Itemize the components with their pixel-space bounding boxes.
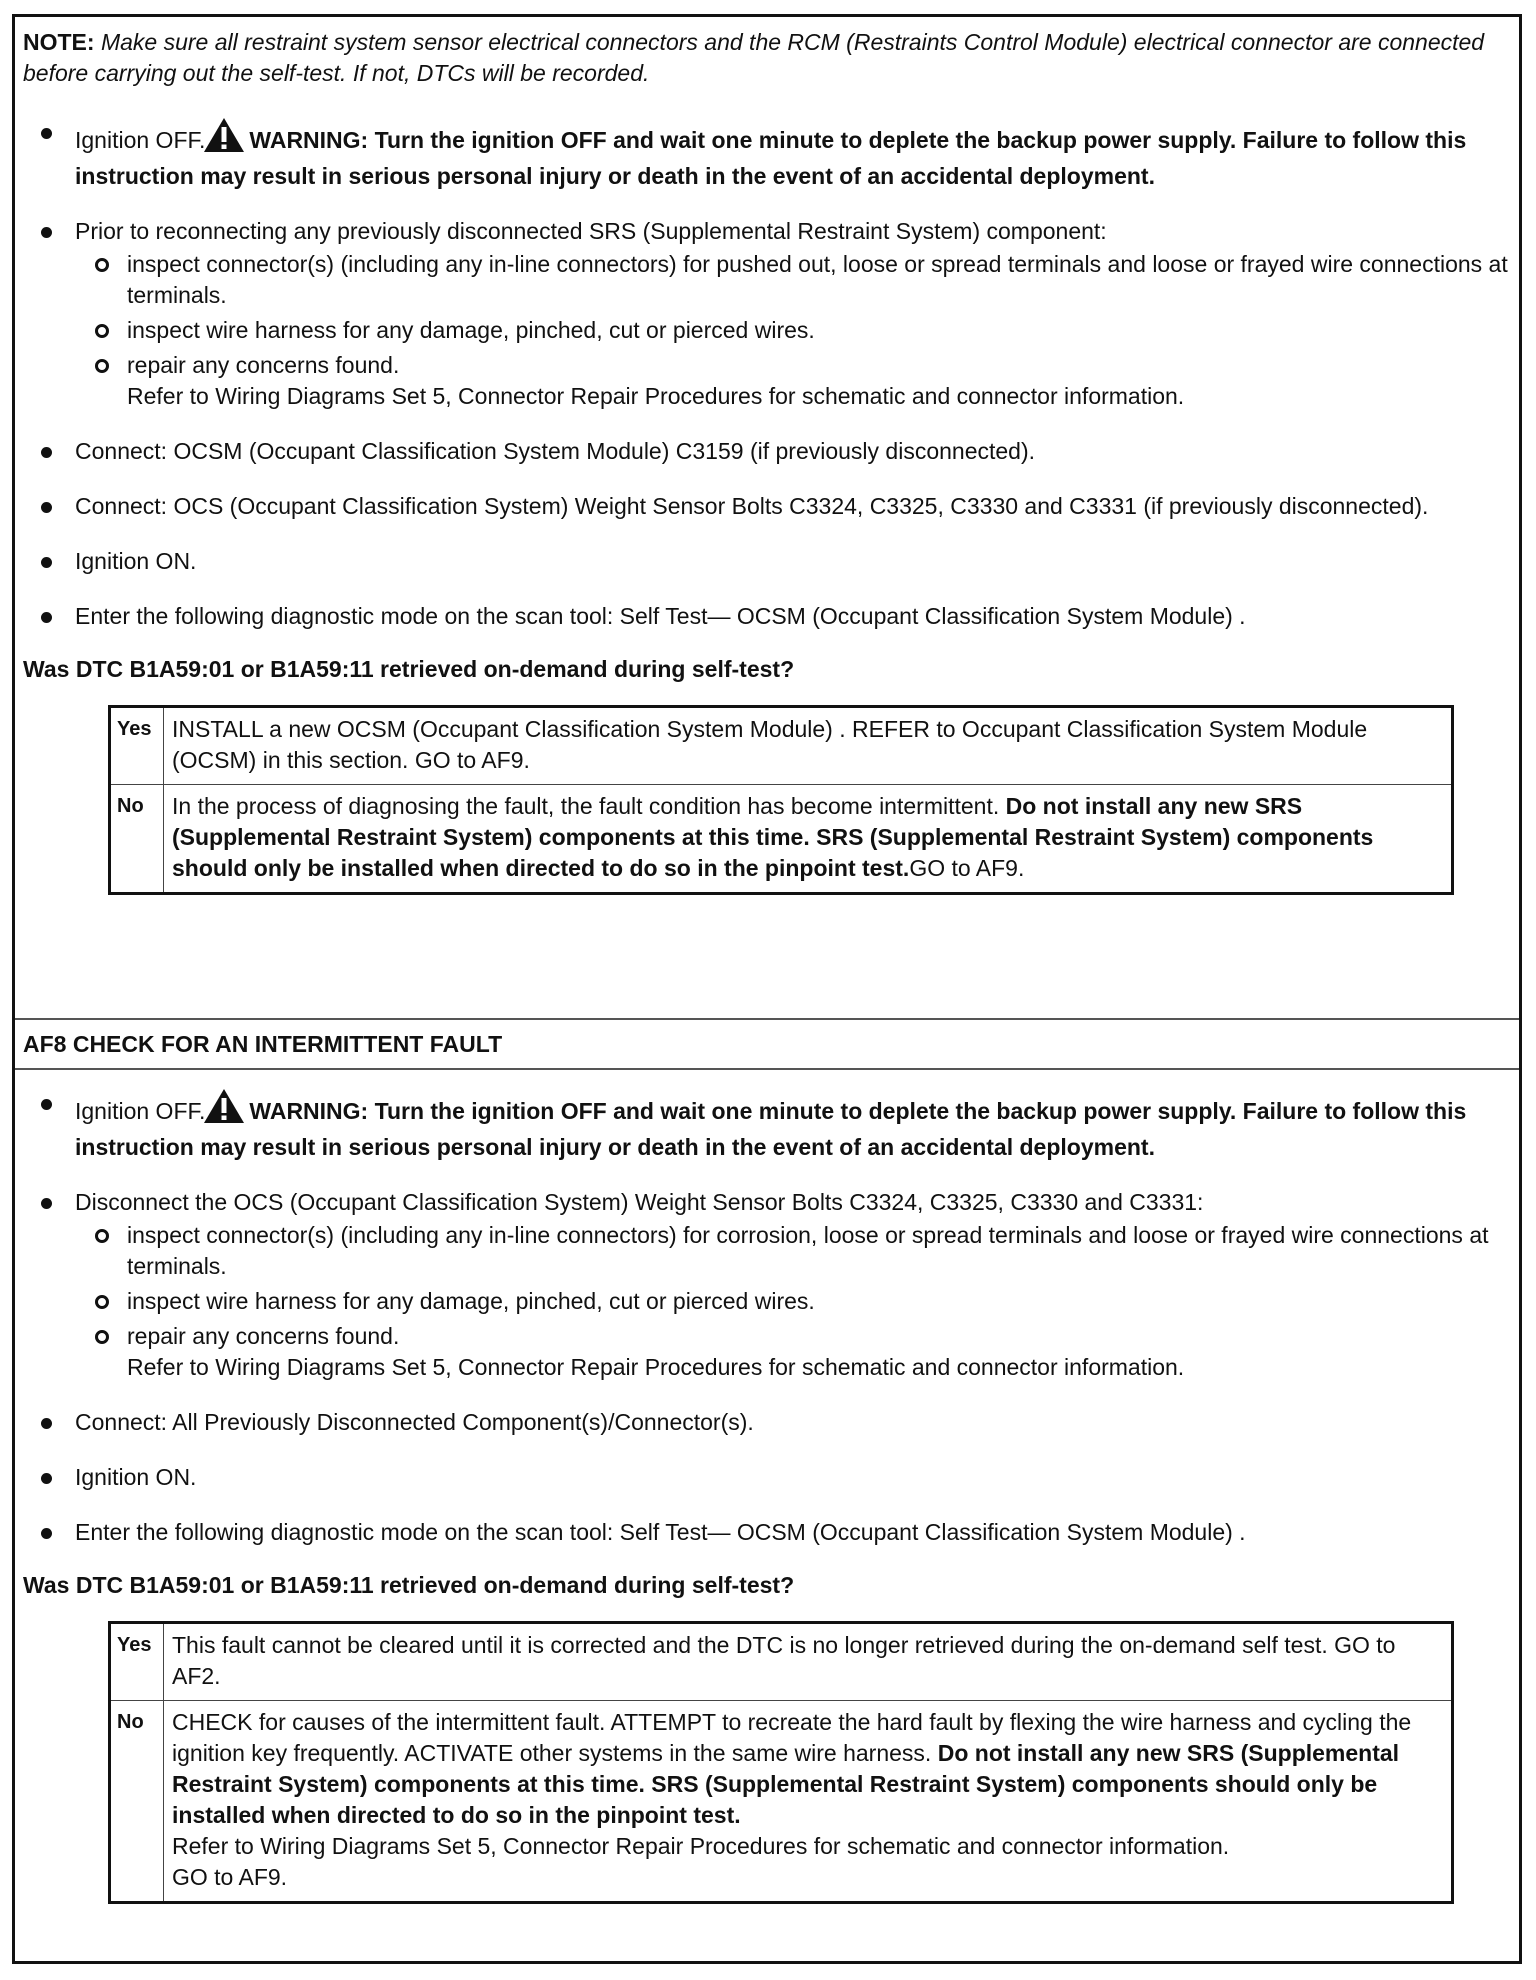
yes-text: This fault cannot be cleared until it is corrected and the DTC is no longer retrieved during the on-demand self test. GO to AF2. xyxy=(164,1623,1453,1701)
sub-item: inspect connector(s) (including any in-line connectors) for pushed out, loose or spread terminals and loose or frayed wire connections at terminals. xyxy=(75,249,1511,311)
sub-item-text: repair any concerns found. xyxy=(127,1323,400,1349)
yes-no-table xyxy=(108,705,1454,895)
section-heading: AF8 CHECK FOR AN INTERMITTENT FAULT xyxy=(23,1030,503,1057)
no-text-bold: Do not install any new SRS (Supplemental Restraint System) components at this time. SRS (Supplemental Restraint System) components should only be installed when directed to do so in the pinpoint test. xyxy=(172,1740,1400,1828)
step-ignition-on: Ignition ON. xyxy=(23,546,1511,577)
no-text-plain: CHECK for causes of the intermittent fault. ATTEMPT to recreate the hard fault by flexing the wire harness and cycling the ignition key frequently. ACTIVATE other systems in the same wire harness. xyxy=(172,1709,1412,1766)
step-ignition-on: Ignition ON. xyxy=(23,1462,1511,1493)
sub-list xyxy=(75,1220,1511,1383)
sub-item: inspect wire harness for any damage, pinched, cut or pierced wires. xyxy=(75,1286,1511,1317)
no-text-bold: Do not install any new SRS (Supplemental Restraint System) components at this time. SRS (Supplemental Restraint System) components should only be installed when directed to do so in the pinpoint test. xyxy=(172,793,1374,881)
step-connect-sensors: Connect: OCS (Occupant Classification System) Weight Sensor Bolts C3324, C3325, C3330 and C3331 (if previously disconnected). xyxy=(23,491,1511,522)
step-lead: Ignition OFF. xyxy=(75,1098,206,1124)
step-ignition-off xyxy=(23,1088,1511,1163)
step-inspect xyxy=(23,216,1511,412)
no-text-plain: In the process of diagnosing the fault, the fault condition has become intermittent. xyxy=(172,793,1000,819)
step-lead: Ignition OFF. xyxy=(75,127,206,153)
question: Was DTC B1A59:01 or B1A59:11 retrieved on-demand during self-test? xyxy=(23,656,795,682)
no-label: No xyxy=(110,785,164,894)
step-disconnect-inspect xyxy=(23,1187,1511,1383)
no-text-end: GO to AF9. xyxy=(909,855,1025,881)
yes-no-table xyxy=(108,1621,1454,1904)
table-row-no xyxy=(110,1701,1453,1903)
note-label: NOTE: xyxy=(23,29,95,55)
step-connect-ocsm: Connect: OCSM (Occupant Classification System Module) C3159 (if previously disconnected). xyxy=(23,436,1511,467)
yes-text: INSTALL a new OCSM (Occupant Classification System Module) . REFER to Occupant Classification System Module (OCSM) in this section. GO to AF9. xyxy=(164,707,1453,785)
no-cell xyxy=(164,1701,1453,1903)
sub-list xyxy=(75,249,1511,412)
reference-text: Refer to Wiring Diagrams Set 5, Connector Repair Procedures for schematic and connector information. xyxy=(127,383,1185,409)
step-text: Prior to reconnecting any previously disconnected SRS (Supplemental Restraint System) component: xyxy=(75,218,1107,244)
warning-triangle-icon xyxy=(203,117,245,161)
step-self-test: Enter the following diagnostic mode on the scan tool: Self Test— OCSM (Occupant Classification System Module) . xyxy=(23,601,1511,632)
warning-triangle-icon xyxy=(203,1088,245,1132)
sub-item-text: repair any concerns found. xyxy=(127,352,400,378)
warning-text: WARNING: Turn the ignition OFF and wait one minute to deplete the backup power supply. Failure to follow this instruction may result in serious personal injury or death in the event of an accidental deployment. xyxy=(75,1098,1467,1160)
section-previous-step xyxy=(15,17,1519,1018)
reference-text: Refer to Wiring Diagrams Set 5, Connector Repair Procedures for schematic and connector information. xyxy=(172,1833,1230,1859)
yes-label: Yes xyxy=(110,707,164,785)
question: Was DTC B1A59:01 or B1A59:11 retrieved on-demand during self-test? xyxy=(23,1572,795,1598)
step-list xyxy=(23,1088,1511,1548)
step-self-test: Enter the following diagnostic mode on the scan tool: Self Test— OCSM (Occupant Classification System Module) . xyxy=(23,1517,1511,1548)
sub-item xyxy=(75,350,1511,412)
warning-text: WARNING: Turn the ignition OFF and wait one minute to deplete the backup power supply. Failure to follow this instruction may result in serious personal injury or death in the event of an accidental deployment. xyxy=(75,127,1467,189)
sub-item xyxy=(75,1321,1511,1383)
step-list xyxy=(23,117,1511,632)
table-row-yes xyxy=(110,1623,1453,1701)
no-label: No xyxy=(110,1701,164,1903)
note-text: Make sure all restraint system sensor electrical connectors and the RCM (Restraints Control Module) electrical connector are connected before carrying out the self-test. If not, DTCs will be recorded. xyxy=(23,29,1485,86)
no-cell xyxy=(164,785,1453,894)
step-ignition-off xyxy=(23,117,1511,192)
table-row-no xyxy=(110,785,1453,894)
step-text: Disconnect the OCS (Occupant Classification System) Weight Sensor Bolts C3324, C3325, C3330 and C3331: xyxy=(75,1189,1204,1215)
yes-label: Yes xyxy=(110,1623,164,1701)
sub-item: inspect wire harness for any damage, pinched, cut or pierced wires. xyxy=(75,315,1511,346)
section-af8 xyxy=(15,1070,1519,1904)
table-row-yes xyxy=(110,707,1453,785)
note xyxy=(23,27,1511,89)
no-text-end: GO to AF9. xyxy=(172,1864,288,1890)
step-connect-all: Connect: All Previously Disconnected Component(s)/Connector(s). xyxy=(23,1407,1511,1438)
procedure-frame xyxy=(12,14,1522,1964)
sub-item: inspect connector(s) (including any in-line connectors) for corrosion, loose or spread terminals and loose or frayed wire connections at terminals. xyxy=(75,1220,1511,1282)
reference-text: Refer to Wiring Diagrams Set 5, Connector Repair Procedures for schematic and connector information. xyxy=(127,1354,1185,1380)
